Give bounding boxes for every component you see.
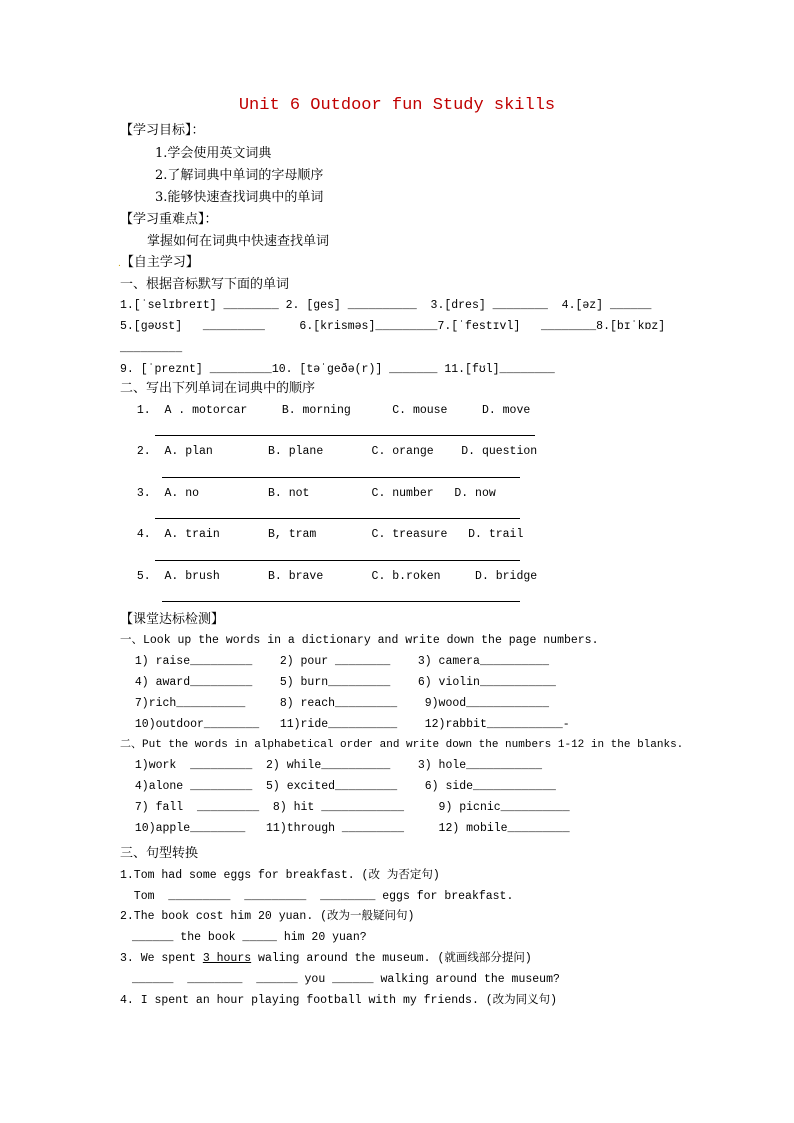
goal-item: 2.了解词典中单词的字母顺序 <box>155 168 324 183</box>
order-word-row: 7) fall _________ 8) hit ____________ 9) picnic__________ <box>128 801 570 814</box>
order-row: 4. A. train B, tram C. treasure D. trail <box>130 528 524 541</box>
order-word-row: 1)work _________ 2) while__________ 3) hole___________ <box>128 759 543 772</box>
sentence-text: waling around the museum. (就画线部分提问) <box>251 952 532 965</box>
order-row: 3. A. no B. not C. number D. now <box>130 487 496 500</box>
phonetics-row: 1.[ˈselɪbreɪt] ________ 2. [ges] __________ 3.[dres] ________ 4.[əz] ______ <box>120 299 652 312</box>
phonetics-row: 5.[ɡəʊst] _________ 6.[krisməs]_________7.[ˈfestɪvl] ________8.[bɪˈkɒz] <box>120 320 666 333</box>
sentence-answer: Tom _________ _________ ________ eggs for breakfast. <box>120 890 514 903</box>
order-word-row: 4)alone _________ 5) excited_________ 6) side____________ <box>128 780 556 793</box>
sentence-item: 2.The book cost him 20 yuan. (改为一般疑问句) <box>120 910 415 923</box>
lookup-row: 10)outdoor________ 11)ride__________ 12)rabbit___________- <box>128 718 570 731</box>
lookup-row: 1) raise_________ 2) pour ________ 3) camera__________ <box>128 655 549 668</box>
answer-line[interactable] <box>162 601 520 602</box>
check-part3-heading: 三、句型转换 <box>120 846 199 861</box>
check-part2-heading: 二、Put the words in alphabetical order and write down the numbers 1-12 in the blanks. <box>120 739 684 751</box>
check-heading: 【课堂达标检测】 <box>120 612 225 627</box>
lookup-row: 7)rich__________ 8) reach_________ 9)wood____________ <box>128 697 549 710</box>
check-part1-heading: 一、Look up the words in a dictionary and write down the page numbers. <box>120 634 599 647</box>
sentence-item: 4. I spent an hour playing football with my friends. (改为同义句) <box>120 994 558 1007</box>
sentence-answer: ______ ________ ______ you ______ walking around the museum? <box>132 973 560 986</box>
underlined-phrase: 3 hours <box>202 952 252 965</box>
order-row: 2. A. plan B. plane C. orange D. question <box>130 445 538 458</box>
answer-line[interactable] <box>155 435 535 436</box>
goals-heading: 【学习目标】： <box>120 123 205 138</box>
lookup-row: 4) award_________ 5) burn_________ 6) violin___________ <box>128 676 556 689</box>
order-word-row: 10)apple________ 11)through _________ 12) mobile_________ <box>128 822 570 835</box>
phonetics-blank[interactable]: _________ <box>120 342 183 355</box>
sentence-answer: ______ the book _____ him 20 yuan? <box>132 931 367 944</box>
self-study-label: 【自主学习】 <box>120 255 199 270</box>
order-row: 5. A. brush B. brave C. b.roken D. bridge <box>130 570 538 583</box>
answer-line[interactable] <box>155 518 520 519</box>
part1-heading: 一、根据音标默写下面的单词 <box>120 277 290 292</box>
key-heading: 【学习重难点】： <box>120 212 218 227</box>
page-title: Unit 6 Outdoor fun Study skills <box>238 96 556 115</box>
sentence-item: 1.Tom had some eggs for breakfast. (改 为否定句) <box>120 869 440 882</box>
sentence-item <box>120 950 532 968</box>
answer-line[interactable] <box>155 560 520 561</box>
sentence-text: 3. We spent <box>120 952 203 965</box>
goal-item: 1.学会使用英文词典 <box>155 146 272 161</box>
self-study-heading: .【自主学习】 <box>118 255 199 270</box>
order-row: 1. A . motorcar B. morning C. mouse D. move <box>130 404 531 417</box>
goal-item: 3.能够快速查找词典中的单词 <box>155 190 324 205</box>
key-text: 掌握如何在词典中快速查找单词 <box>147 234 330 249</box>
answer-line[interactable] <box>162 477 520 478</box>
part2-heading: 二、写出下列单词在词典中的顺序 <box>120 381 316 396</box>
phonetics-row: 9. [ˈpreznt] _________10. [təˈɡeðə(r)] _______ 11.[fʊl]________ <box>120 363 555 376</box>
